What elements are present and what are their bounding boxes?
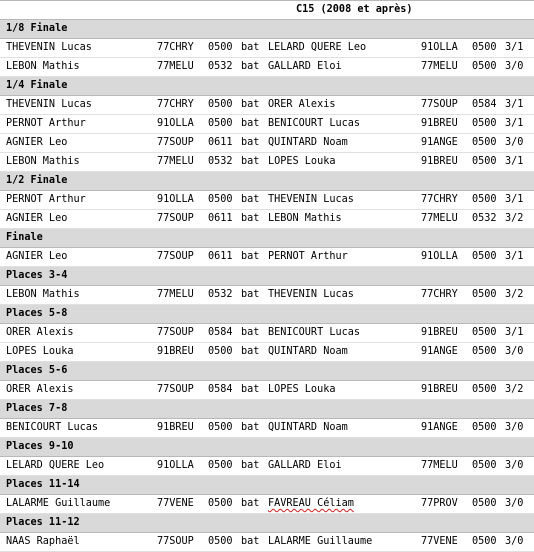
bat-label: bat bbox=[241, 346, 260, 357]
player-name: LEBON Mathis bbox=[6, 156, 80, 167]
player-club: 77MELU bbox=[157, 289, 194, 300]
bat-label: bat bbox=[241, 156, 260, 167]
player-club: 77VENE bbox=[157, 498, 194, 509]
opponent-ranking: 0500 bbox=[472, 61, 497, 72]
bat-label: bat bbox=[241, 118, 260, 129]
opponent-club: 77CHRY bbox=[421, 289, 458, 300]
player-club: 91BREU bbox=[157, 346, 194, 357]
player-name: PERNOT Arthur bbox=[6, 194, 86, 205]
opponent-ranking: 0584 bbox=[472, 99, 497, 110]
player-name: LELARD QUERE Leo bbox=[6, 460, 105, 471]
match-score: 3/1 bbox=[505, 251, 524, 262]
match-row bbox=[0, 210, 534, 229]
match-score: 3/0 bbox=[505, 422, 524, 433]
player-club: 77SOUP bbox=[157, 213, 194, 224]
player-ranking: 0500 bbox=[208, 42, 233, 53]
bat-label: bat bbox=[241, 213, 260, 224]
match-score: 3/1 bbox=[505, 42, 524, 53]
opponent-club: 91OLLA bbox=[421, 251, 458, 262]
round-header bbox=[0, 305, 534, 324]
opponent-club: 77MELU bbox=[421, 213, 458, 224]
opponent-name: ORER Alexis bbox=[268, 99, 336, 110]
round-header bbox=[0, 514, 534, 533]
bat-label: bat bbox=[241, 384, 260, 395]
match-row bbox=[0, 419, 534, 438]
opponent-club: 77MELU bbox=[421, 460, 458, 471]
opponent-name: QUINTARD Noam bbox=[268, 137, 348, 148]
player-club: 77SOUP bbox=[157, 384, 194, 395]
player-name: AGNIER Leo bbox=[6, 251, 68, 262]
round-header bbox=[0, 267, 534, 286]
opponent-club: 91ANGE bbox=[421, 346, 458, 357]
round-header bbox=[0, 476, 534, 495]
match-row bbox=[0, 457, 534, 476]
bat-label: bat bbox=[241, 289, 260, 300]
player-ranking: 0500 bbox=[208, 118, 233, 129]
match-row bbox=[0, 324, 534, 343]
bat-label: bat bbox=[241, 42, 260, 53]
player-club: 91OLLA bbox=[157, 194, 194, 205]
player-club: 77SOUP bbox=[157, 251, 194, 262]
match-row bbox=[0, 533, 534, 552]
opponent-name: QUINTARD Noam bbox=[268, 422, 348, 433]
opponent-ranking: 0500 bbox=[472, 498, 497, 509]
match-score: 3/0 bbox=[505, 346, 524, 357]
opponent-ranking: 0500 bbox=[472, 118, 497, 129]
opponent-club: 91ANGE bbox=[421, 137, 458, 148]
opponent-club: 77PROV bbox=[421, 498, 458, 509]
opponent-ranking: 0500 bbox=[472, 536, 497, 547]
player-name: LOPES Louka bbox=[6, 346, 74, 357]
round-label: Places 3-4 bbox=[6, 270, 68, 281]
player-club: 77SOUP bbox=[157, 327, 194, 338]
category-title: C15 (2008 et après) bbox=[296, 4, 413, 15]
match-score: 3/1 bbox=[505, 99, 524, 110]
match-score: 3/1 bbox=[505, 156, 524, 167]
opponent-club: 77MELU bbox=[421, 61, 458, 72]
opponent-ranking: 0532 bbox=[472, 213, 497, 224]
bat-label: bat bbox=[241, 327, 260, 338]
player-ranking: 0500 bbox=[208, 194, 233, 205]
opponent-ranking: 0500 bbox=[472, 422, 497, 433]
match-row bbox=[0, 248, 534, 267]
opponent-ranking: 0500 bbox=[472, 327, 497, 338]
match-score: 3/0 bbox=[505, 137, 524, 148]
bat-label: bat bbox=[241, 536, 260, 547]
player-ranking: 0611 bbox=[208, 137, 233, 148]
player-name: THEVENIN Lucas bbox=[6, 99, 92, 110]
opponent-name: GALLARD Eloi bbox=[268, 460, 342, 471]
opponent-ranking: 0500 bbox=[472, 137, 497, 148]
opponent-ranking: 0500 bbox=[472, 346, 497, 357]
player-ranking: 0532 bbox=[208, 156, 233, 167]
player-name: NAAS Raphaël bbox=[6, 536, 80, 547]
match-row bbox=[0, 115, 534, 134]
player-ranking: 0500 bbox=[208, 99, 233, 110]
player-club: 77SOUP bbox=[157, 137, 194, 148]
player-ranking: 0500 bbox=[208, 460, 233, 471]
player-club: 91BREU bbox=[157, 422, 194, 433]
bat-label: bat bbox=[241, 460, 260, 471]
match-score: 3/0 bbox=[505, 460, 524, 471]
match-row bbox=[0, 39, 534, 58]
player-club: 91OLLA bbox=[157, 460, 194, 471]
opponent-name: THEVENIN Lucas bbox=[268, 194, 354, 205]
opponent-club: 77SOUP bbox=[421, 99, 458, 110]
category-header-row bbox=[0, 0, 534, 20]
match-score: 3/1 bbox=[505, 194, 524, 205]
opponent-club: 91OLLA bbox=[421, 42, 458, 53]
player-club: 77CHRY bbox=[157, 99, 194, 110]
opponent-name: PERNOT Arthur bbox=[268, 251, 348, 262]
opponent-name: LEBON Mathis bbox=[268, 213, 342, 224]
bat-label: bat bbox=[241, 61, 260, 72]
opponent-ranking: 0500 bbox=[472, 384, 497, 395]
round-label: Places 5-6 bbox=[6, 365, 68, 376]
opponent-name: BENICOURT Lucas bbox=[268, 327, 361, 338]
opponent-name: FAVREAU Céliam bbox=[268, 498, 354, 509]
opponent-name: QUINTARD Noam bbox=[268, 346, 348, 357]
match-score: 3/1 bbox=[505, 327, 524, 338]
match-row bbox=[0, 191, 534, 210]
round-label: Finale bbox=[6, 232, 43, 243]
match-score: 3/0 bbox=[505, 536, 524, 547]
match-row bbox=[0, 134, 534, 153]
match-row bbox=[0, 153, 534, 172]
player-ranking: 0500 bbox=[208, 498, 233, 509]
opponent-club: 77CHRY bbox=[421, 194, 458, 205]
round-label: Places 11-12 bbox=[6, 517, 80, 528]
round-label: Places 5-8 bbox=[6, 308, 68, 319]
opponent-name: BENICOURT Lucas bbox=[268, 118, 361, 129]
opponent-name: GALLARD Eloi bbox=[268, 61, 342, 72]
match-row bbox=[0, 286, 534, 305]
player-name: ORER Alexis bbox=[6, 384, 74, 395]
round-header bbox=[0, 229, 534, 248]
player-club: 91OLLA bbox=[157, 118, 194, 129]
player-name: PERNOT Arthur bbox=[6, 118, 86, 129]
opponent-club: 77VENE bbox=[421, 536, 458, 547]
bat-label: bat bbox=[241, 99, 260, 110]
bat-label: bat bbox=[241, 194, 260, 205]
opponent-ranking: 0500 bbox=[472, 156, 497, 167]
round-label: Places 7-8 bbox=[6, 403, 68, 414]
opponent-ranking: 0500 bbox=[472, 194, 497, 205]
player-club: 77SOUP bbox=[157, 536, 194, 547]
opponent-club: 91ANGE bbox=[421, 422, 458, 433]
opponent-ranking: 0500 bbox=[472, 460, 497, 471]
player-ranking: 0532 bbox=[208, 289, 233, 300]
bat-label: bat bbox=[241, 422, 260, 433]
opponent-club: 91BREU bbox=[421, 118, 458, 129]
player-ranking: 0532 bbox=[208, 61, 233, 72]
player-name: THEVENIN Lucas bbox=[6, 42, 92, 53]
round-label: Places 9-10 bbox=[6, 441, 74, 452]
player-name: LEBON Mathis bbox=[6, 61, 80, 72]
round-label: 1/8 Finale bbox=[6, 23, 68, 34]
bat-label: bat bbox=[241, 137, 260, 148]
player-club: 77CHRY bbox=[157, 42, 194, 53]
player-club: 77MELU bbox=[157, 156, 194, 167]
round-header bbox=[0, 77, 534, 96]
opponent-club: 91BREU bbox=[421, 327, 458, 338]
player-ranking: 0500 bbox=[208, 536, 233, 547]
round-header bbox=[0, 362, 534, 381]
player-ranking: 0584 bbox=[208, 384, 233, 395]
match-row bbox=[0, 96, 534, 115]
round-label: 1/4 Finale bbox=[6, 80, 68, 91]
player-ranking: 0500 bbox=[208, 422, 233, 433]
player-name: AGNIER Leo bbox=[6, 213, 68, 224]
round-header bbox=[0, 20, 534, 39]
player-name: ORER Alexis bbox=[6, 327, 74, 338]
match-score: 3/2 bbox=[505, 384, 524, 395]
player-name: AGNIER Leo bbox=[6, 137, 68, 148]
match-score: 3/2 bbox=[505, 289, 524, 300]
results-table bbox=[0, 20, 534, 552]
opponent-club: 91BREU bbox=[421, 384, 458, 395]
opponent-name: LOPES Louka bbox=[268, 384, 336, 395]
round-label: Places 11-14 bbox=[6, 479, 80, 490]
round-header bbox=[0, 400, 534, 419]
match-score: 3/0 bbox=[505, 498, 524, 509]
player-ranking: 0611 bbox=[208, 251, 233, 262]
opponent-ranking: 0500 bbox=[472, 289, 497, 300]
player-name: BENICOURT Lucas bbox=[6, 422, 99, 433]
match-score: 3/2 bbox=[505, 213, 524, 224]
opponent-name: LELARD QUERE Leo bbox=[268, 42, 367, 53]
player-club: 77MELU bbox=[157, 61, 194, 72]
opponent-club: 91BREU bbox=[421, 156, 458, 167]
player-name: LALARME Guillaume bbox=[6, 498, 111, 509]
player-ranking: 0584 bbox=[208, 327, 233, 338]
opponent-name: LALARME Guillaume bbox=[268, 536, 373, 547]
bat-label: bat bbox=[241, 251, 260, 262]
player-name: LEBON Mathis bbox=[6, 289, 80, 300]
round-label: 1/2 Finale bbox=[6, 175, 68, 186]
player-ranking: 0611 bbox=[208, 213, 233, 224]
match-row bbox=[0, 343, 534, 362]
match-row bbox=[0, 381, 534, 400]
bat-label: bat bbox=[241, 498, 260, 509]
opponent-name: THEVENIN Lucas bbox=[268, 289, 354, 300]
round-header bbox=[0, 172, 534, 191]
opponent-ranking: 0500 bbox=[472, 251, 497, 262]
match-row bbox=[0, 495, 534, 514]
opponent-name: LOPES Louka bbox=[268, 156, 336, 167]
match-row bbox=[0, 58, 534, 77]
round-header bbox=[0, 438, 534, 457]
opponent-ranking: 0500 bbox=[472, 42, 497, 53]
player-ranking: 0500 bbox=[208, 346, 233, 357]
match-score: 3/0 bbox=[505, 61, 524, 72]
match-score: 3/1 bbox=[505, 118, 524, 129]
